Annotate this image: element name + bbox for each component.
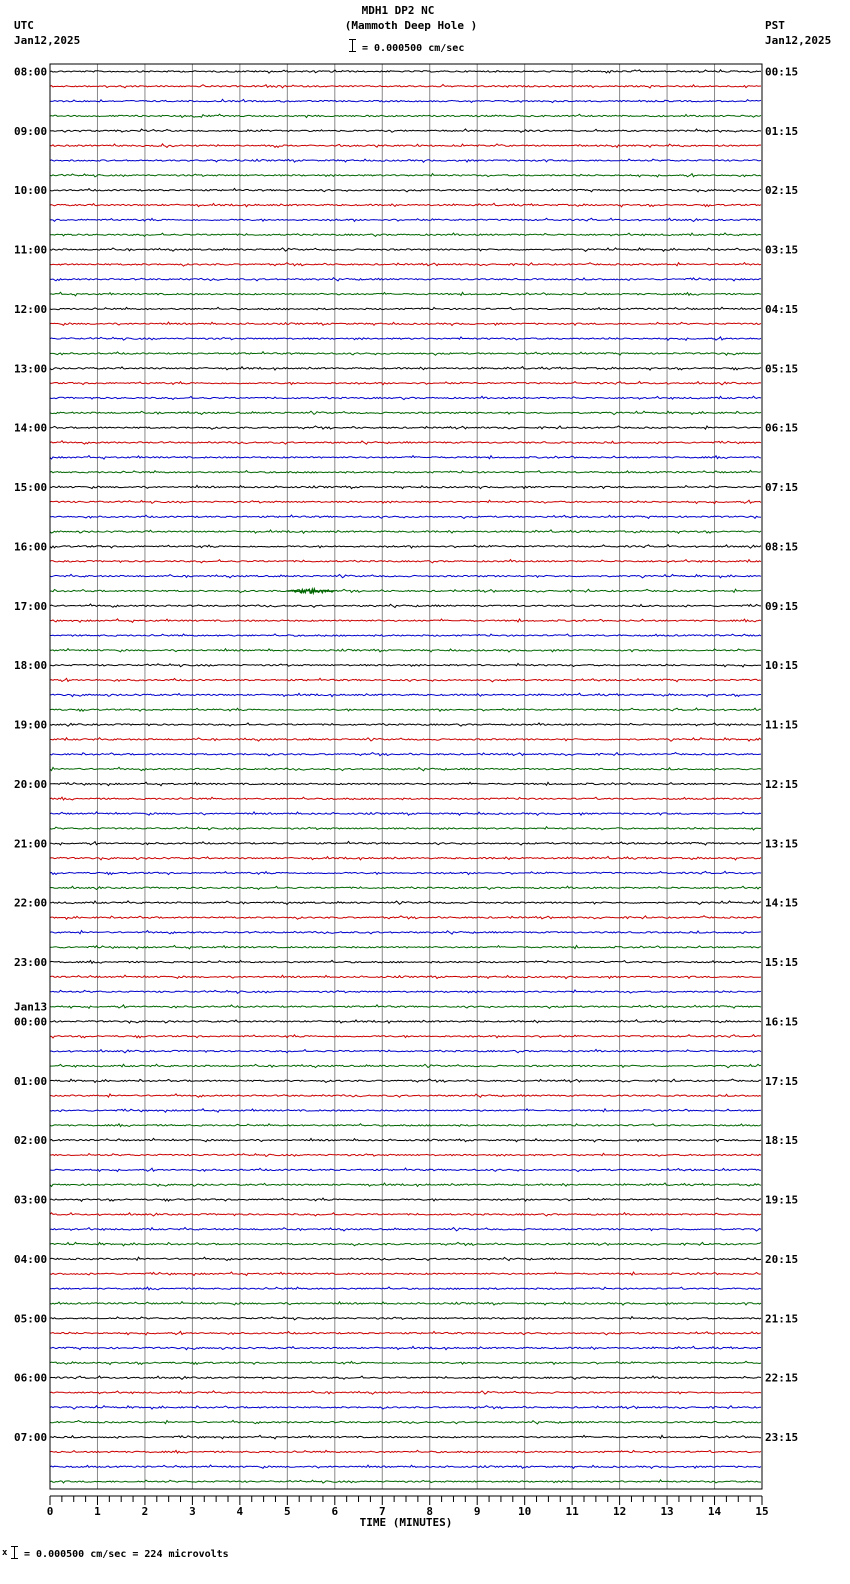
utc-hour-label: 15:00 (14, 481, 48, 495)
utc-hour-label: 01:00 (14, 1074, 48, 1088)
seismic-trace (50, 634, 761, 637)
utc-hour-label: 07:00 (14, 1431, 48, 1445)
seismic-trace (50, 723, 761, 726)
utc-hour-label: 22:00 (14, 896, 48, 910)
utc-hour-label: 13:00 (14, 362, 48, 376)
seismic-trace (50, 1406, 761, 1409)
seismic-trace (50, 396, 761, 399)
pst-hour-label: 07:15 (765, 481, 799, 495)
seismic-trace (50, 85, 761, 89)
x-axis-title: TIME (MINUTES) (359, 1516, 453, 1529)
seismic-trace (50, 1153, 761, 1156)
pst-hour-label: 08:15 (765, 540, 799, 554)
right-timezone-label: PST (765, 19, 785, 32)
utc-hour-label: 08:00 (14, 65, 48, 79)
utc-hour-label: 18:00 (14, 659, 48, 673)
seismic-trace (50, 1213, 761, 1216)
seismic-trace (50, 678, 761, 682)
seismic-trace (50, 322, 761, 325)
utc-hour-label: 05:00 (14, 1312, 48, 1326)
seismic-trace (50, 1272, 761, 1276)
pst-hour-label: 22:15 (765, 1371, 799, 1385)
seismic-trace (50, 1450, 761, 1453)
seismic-trace (50, 278, 761, 281)
x-tick-label: 15 (755, 1505, 769, 1518)
utc-hour-label: 09:00 (14, 124, 48, 138)
seismic-trace (50, 441, 761, 445)
utc-hour-label: 06:00 (14, 1371, 48, 1385)
pst-hour-label: 00:15 (765, 65, 799, 79)
utc-hour-label: 10:00 (14, 184, 48, 198)
pst-hour-label: 21:15 (765, 1312, 799, 1326)
right-date-label: Jan12,2025 (765, 34, 832, 47)
seismic-trace (50, 886, 761, 889)
seismic-trace (50, 1287, 761, 1290)
seismic-trace (50, 827, 761, 830)
seismic-trace (50, 99, 761, 102)
pst-hour-label: 17:15 (765, 1074, 799, 1088)
seismic-trace (50, 1302, 761, 1305)
seismic-trace (50, 753, 761, 756)
seismic-trace (50, 530, 761, 533)
x-tick-label: 10 (518, 1505, 532, 1518)
seismic-trace (50, 1361, 761, 1364)
seismic-trace (50, 1035, 761, 1038)
date-break-label: Jan13 (14, 1000, 48, 1014)
seismic-trace (50, 901, 761, 905)
seismic-trace (50, 337, 761, 340)
amplitude-scale-bar (352, 39, 353, 52)
pst-hour-label: 13:15 (765, 837, 799, 851)
seismic-trace (50, 1465, 761, 1468)
utc-hour-label: 20:00 (14, 777, 48, 791)
seismic-trace (50, 1391, 761, 1394)
seismic-trace (50, 1435, 761, 1439)
pst-hour-label: 16:15 (765, 1015, 799, 1029)
seismic-trace (50, 1317, 761, 1320)
x-tick-label: 7 (378, 1505, 386, 1518)
utc-hour-label: 16:00 (14, 540, 48, 554)
seismic-trace (50, 1049, 761, 1052)
x-tick-label: 5 (284, 1505, 291, 1518)
x-tick-label: 8 (426, 1505, 434, 1518)
seismic-trace (50, 1064, 761, 1068)
pst-hour-label: 14:15 (765, 896, 799, 910)
utc-hour-label: 11:00 (14, 243, 48, 257)
seismic-trace (50, 352, 761, 356)
seismic-trace (50, 1094, 761, 1097)
seismic-trace (50, 693, 761, 696)
utc-hour-label: 03:00 (14, 1193, 48, 1207)
utc-hour-label: 14:00 (14, 421, 48, 435)
seismic-trace (50, 1346, 761, 1349)
pst-hour-label: 04:15 (765, 302, 799, 316)
pst-hour-label: 09:15 (765, 599, 799, 613)
seismic-trace (50, 1242, 761, 1245)
seismic-trace (50, 842, 761, 846)
seismic-trace (50, 381, 761, 384)
pst-hour-label: 11:15 (765, 718, 799, 732)
seismic-trace (50, 144, 761, 148)
seismic-trace (50, 411, 761, 414)
seismic-trace (50, 1480, 761, 1483)
pst-hour-label: 01:15 (765, 124, 799, 138)
pst-hour-label: 03:15 (765, 243, 799, 257)
seismic-trace (50, 188, 761, 192)
utc-hour-label: 19:00 (14, 718, 48, 732)
station-title: MDH1 DP2 NC (361, 4, 435, 17)
seismic-trace (50, 233, 761, 236)
site-subtitle: (Mammoth Deep Hole ) (344, 19, 478, 32)
pst-hour-label: 20:15 (765, 1252, 799, 1266)
utc-hour-label: 04:00 (14, 1252, 48, 1266)
seismic-trace (50, 114, 761, 117)
seismic-trace (50, 619, 761, 623)
seismic-trace (50, 797, 761, 800)
seismic-trace (50, 545, 761, 548)
seismic-trace (50, 159, 761, 162)
seismic-trace (50, 589, 761, 592)
seismic-trace (50, 1420, 761, 1424)
seismic-trace (50, 456, 761, 460)
seismic-trace (50, 248, 761, 251)
x-tick-label: 2 (141, 1505, 149, 1518)
seismic-trace (50, 426, 761, 429)
seismic-trace (50, 990, 761, 993)
seismic-trace (50, 560, 761, 563)
plot-frame (50, 64, 762, 1489)
seismic-trace (50, 738, 761, 742)
seismic-trace (50, 708, 761, 711)
seismic-trace (50, 1079, 761, 1082)
seismic-trace (50, 960, 761, 963)
seismic-trace (50, 871, 761, 874)
seismic-trace (50, 515, 761, 519)
footer-scale-label: = 0.000500 cm/sec = 224 microvolts (24, 1549, 229, 1560)
pst-hour-label: 05:15 (765, 362, 799, 376)
seismic-trace (50, 1228, 761, 1232)
pst-hour-label: 15:15 (765, 956, 799, 970)
seismic-trace (50, 663, 761, 667)
seismic-trace (50, 307, 761, 310)
left-date-label: Jan12,2025 (14, 34, 81, 47)
seismic-trace (50, 767, 761, 771)
seismic-trace (50, 1168, 761, 1172)
seismic-trace (50, 946, 761, 949)
x-tick-label: 6 (331, 1505, 339, 1518)
seismic-trace (50, 1109, 761, 1113)
seismic-trace (50, 1138, 761, 1142)
amplitude-scale-label: = 0.000500 cm/sec (362, 43, 465, 54)
seismic-trace (50, 1005, 761, 1009)
seismic-trace (50, 649, 761, 652)
seismic-trace (50, 916, 761, 919)
seismic-trace (50, 1124, 761, 1127)
utc-hour-label: 21:00 (14, 837, 48, 851)
seismic-trace (50, 975, 761, 979)
seismic-trace (50, 367, 761, 371)
seismic-trace (50, 470, 761, 473)
pst-hour-label: 06:15 (765, 421, 799, 435)
pst-hour-label: 19:15 (765, 1193, 799, 1207)
x-tick-label: 3 (189, 1505, 196, 1518)
seismic-trace (50, 129, 761, 132)
x-tick-label: 0 (46, 1505, 54, 1518)
utc-hour-label: 02:00 (14, 1134, 48, 1148)
x-tick-label: 12 (612, 1505, 627, 1518)
pst-hour-label: 12:15 (765, 777, 799, 791)
x-tick-label: 9 (473, 1505, 481, 1518)
seismic-trace (50, 1376, 761, 1379)
seismic-trace (50, 263, 761, 267)
utc-hour-label: 00:00 (14, 1015, 48, 1029)
pst-hour-label: 23:15 (765, 1431, 799, 1445)
x-tick-label: 13 (660, 1505, 674, 1518)
utc-hour-label: 23:00 (14, 956, 48, 970)
x-tick-label: 14 (707, 1505, 722, 1518)
left-timezone-label: UTC (14, 19, 34, 32)
pst-hour-label: 18:15 (765, 1134, 799, 1148)
seismic-trace (50, 1020, 761, 1024)
x-tick-label: 11 (565, 1505, 579, 1518)
seismic-trace (50, 574, 761, 578)
pst-hour-label: 02:15 (765, 184, 799, 198)
seismic-trace (50, 485, 761, 488)
seismic-trace (50, 782, 761, 786)
x-tick-label: 4 (236, 1505, 244, 1518)
seismic-trace (50, 1198, 761, 1201)
x-tick-label: 1 (94, 1505, 101, 1518)
footer-marker: x (2, 1548, 8, 1558)
seismic-trace (50, 931, 761, 935)
seismic-trace (50, 218, 761, 221)
seismic-trace (50, 203, 761, 207)
seismic-trace (50, 604, 761, 608)
seismic-trace (50, 500, 761, 503)
seismic-trace (50, 1331, 761, 1335)
utc-hour-label: 12:00 (14, 302, 48, 316)
seismic-trace (50, 1183, 761, 1186)
utc-hour-label: 17:00 (14, 599, 48, 613)
seismic-trace (50, 1257, 761, 1260)
seismic-trace (50, 292, 761, 296)
seismic-trace (50, 812, 761, 815)
pst-hour-label: 10:15 (765, 659, 799, 673)
seismic-trace (50, 70, 761, 73)
seismic-trace (50, 174, 761, 177)
footer-scale-bar (14, 1546, 15, 1559)
seismic-trace (50, 856, 761, 860)
